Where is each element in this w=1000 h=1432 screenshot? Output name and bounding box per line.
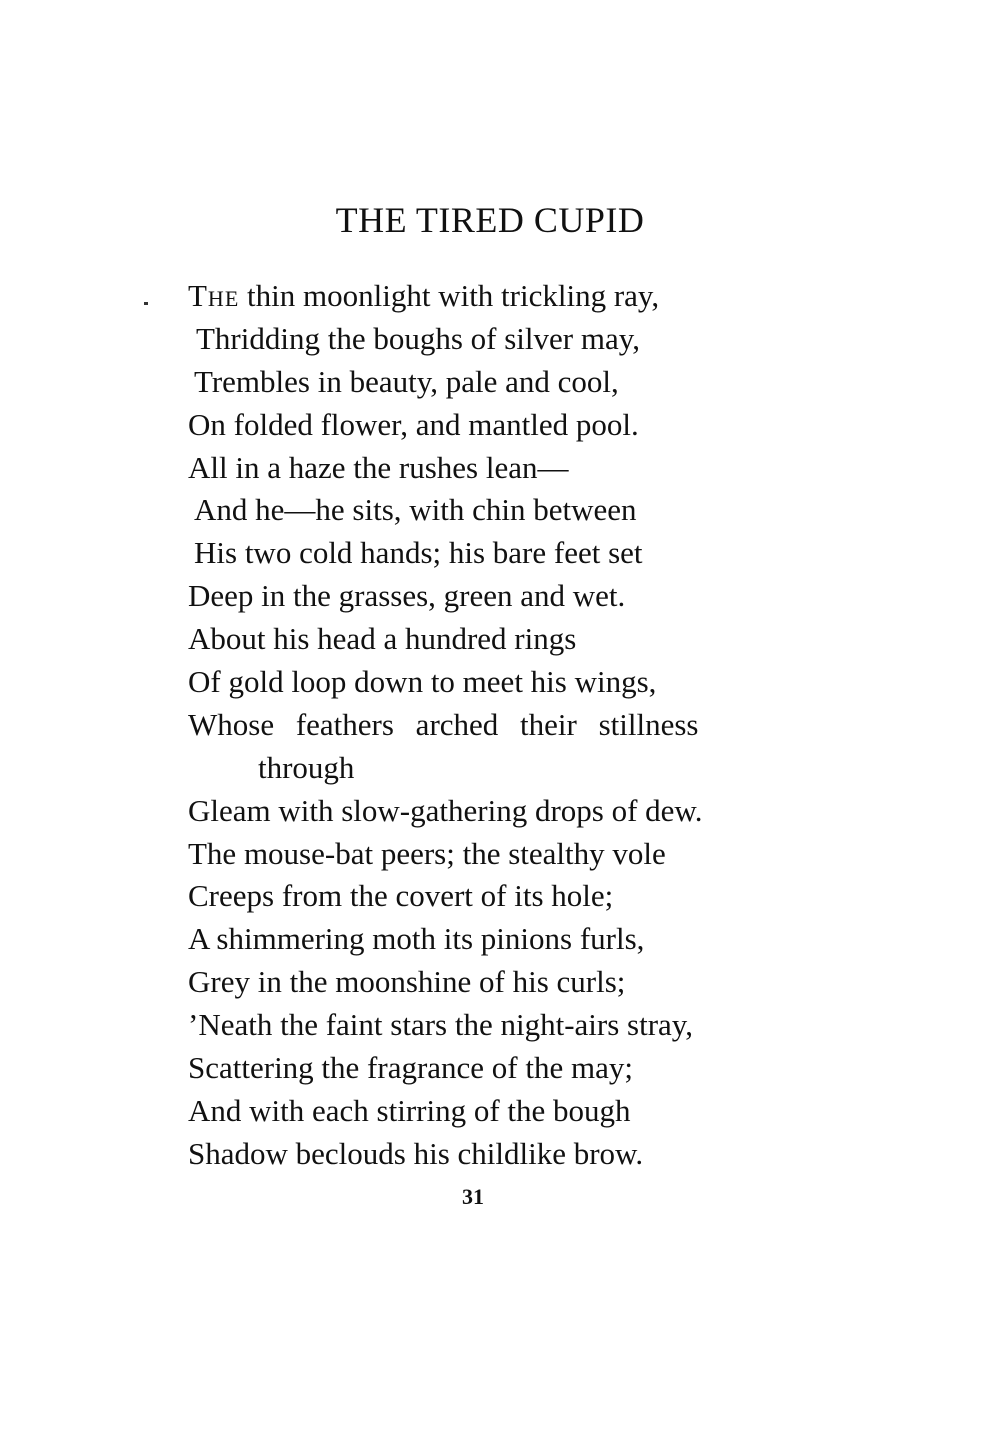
stray-print-mark: [144, 302, 148, 305]
page-number: 31: [462, 1184, 484, 1209]
poem-title: THE TIRED CUPID: [335, 200, 645, 240]
poem-line-11: Whose feathers arched their stillness: [188, 706, 699, 742]
poem-line-13: The mouse-bat peers; the stealthy vole: [188, 835, 666, 871]
poem-line-17: ’Neath the faint stars the night-airs stray,: [188, 1007, 694, 1043]
poem-line-16: Grey in the moonshine of his curls;: [188, 964, 626, 1000]
poem-line-2: Thridding the boughs of silver may,: [196, 320, 640, 356]
first-line-rest: thin moonlight with trickling ray,: [239, 278, 660, 313]
poem-line-6: And he—he sits, with chin between: [194, 492, 637, 528]
poem-line-11-continuation: through: [258, 749, 355, 785]
poem-line-10: Of gold loop down to meet his wings,: [188, 664, 657, 700]
poem-line-9: About his head a hundred rings: [188, 621, 577, 657]
poem-line-15: A shimmering moth its pinions furls,: [188, 921, 645, 957]
poem-line-8: Deep in the grasses, green and wet.: [188, 578, 626, 614]
poem-line-14: Creeps from the covert of its hole;: [188, 878, 614, 914]
poem-line-12: Gleam with slow-gathering drops of dew.: [188, 792, 703, 828]
poem-line-18: Scattering the fragrance of the may;: [188, 1050, 633, 1086]
poem-line-7: His two cold hands; his bare feet set: [194, 535, 643, 571]
poem-line-5: All in a haze the rushes lean—: [188, 449, 569, 485]
poem-line-3: Trembles in beauty, pale and cool,: [194, 363, 619, 399]
first-word-small-caps: The: [188, 278, 240, 313]
poem-line-1: [188, 275, 788, 318]
poem-line-4: On folded flower, and mantled pool.: [188, 406, 639, 442]
poem-body: [188, 275, 788, 1176]
poem-line-19: And with each stirring of the bough: [188, 1092, 631, 1128]
poem-line-20: Shadow beclouds his childlike brow.: [188, 1135, 644, 1171]
